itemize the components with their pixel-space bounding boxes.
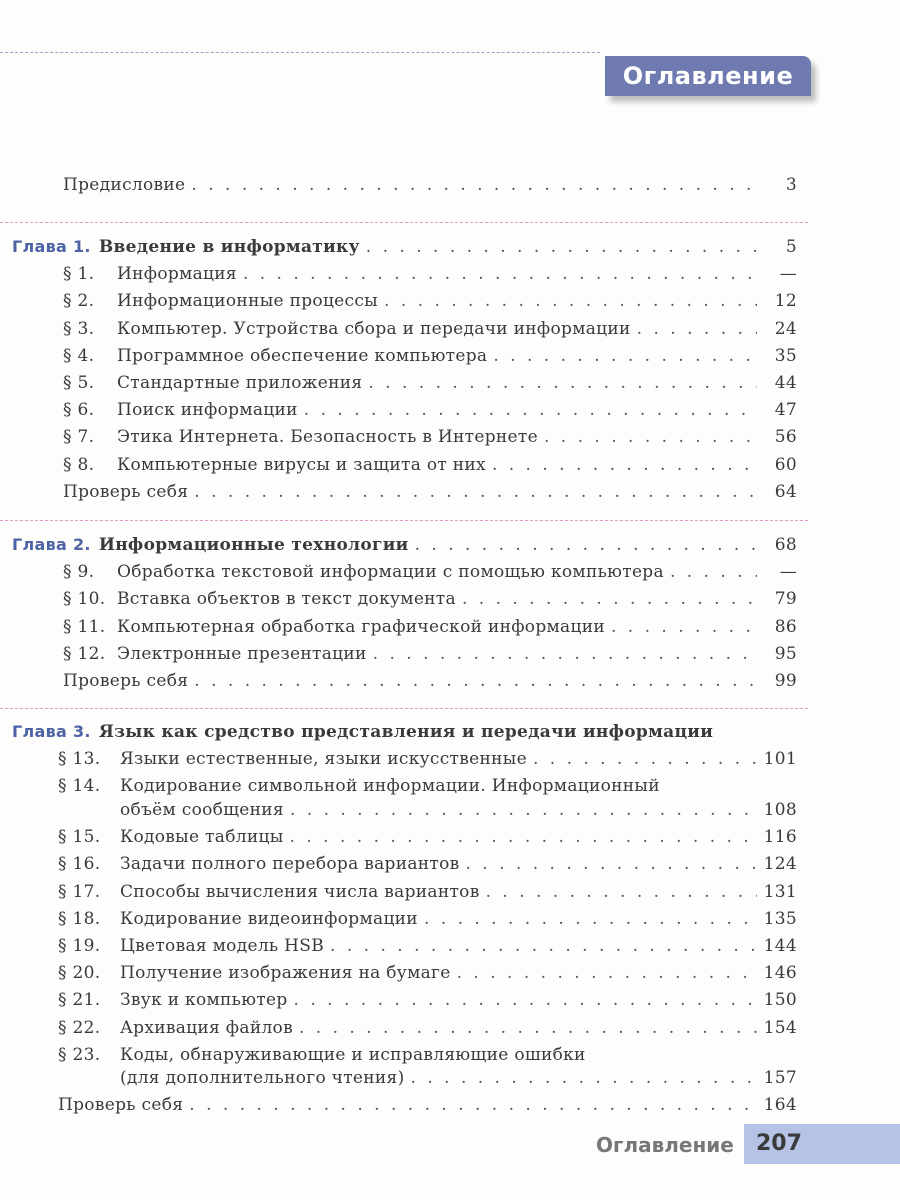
entry-title: Программное обеспечение компьютера [117,345,488,366]
section-number: § 15. [58,827,101,848]
toc-entry-section[interactable] [63,584,797,610]
page-number: 154 [763,1017,797,1038]
section-number: § 20. [58,963,101,984]
page-number: 79 [774,589,797,610]
toc-entry-section[interactable] [63,368,797,394]
page-number: 64 [774,481,797,502]
dot-leader [290,799,757,821]
section-number: § 22. [58,1017,101,1038]
section-number: § 18. [58,908,101,929]
toc-entry-chapter[interactable] [12,717,797,743]
toc-entry-preface[interactable] [63,170,797,196]
section-number: § 13. [58,749,101,770]
toc-entry-section[interactable] [63,557,797,583]
page-number: 5 [785,237,797,257]
page-number: 135 [763,908,797,929]
page-number: — [779,562,797,583]
chapter-label: Глава 1. [12,237,91,256]
page-number: 157 [763,1068,797,1089]
dot-leader [368,372,757,394]
section-number: § 21. [58,990,101,1011]
dot-leader [330,935,757,957]
entry-title: Предисловие [63,175,186,195]
entry-title: Компьютерная обработка графической информации [117,616,605,637]
toc-entry-section-continued[interactable] [58,795,797,821]
toc-entry-section[interactable] [58,822,797,848]
chapter-label: Глава 3. [12,722,91,741]
entry-title: Кодирование видеоинформации [120,908,418,929]
section-number: § 4. [63,345,95,366]
entry-title: Получение изображения на бумаге [120,963,451,984]
page-number: 164 [763,1095,797,1116]
page-number: 116 [763,827,797,848]
page-number: 146 [763,963,797,984]
dot-leader [611,616,757,638]
dot-leader [194,670,757,692]
entry-title: Поиск информации [117,400,298,421]
dot-leader [424,908,757,930]
section-number: § 17. [58,881,101,902]
page-number: 3 [785,175,797,195]
toc-entry-section[interactable] [63,639,797,665]
entry-title: Электронные презентации [117,643,367,664]
dot-leader [191,174,757,196]
page-number: 35 [774,345,797,366]
page-number: 56 [774,427,797,448]
entry-title: Информация [117,264,237,285]
section-number: § 7. [63,427,95,448]
dot-leader [486,881,757,903]
dot-leader [384,290,757,312]
entry-title: Информационные технологии [98,535,409,555]
toc-entry-section[interactable] [58,744,797,770]
section-number: § 1. [63,264,95,285]
dot-leader [637,318,757,340]
page-number: 124 [763,854,797,875]
toc-entry-section[interactable] [58,1013,797,1039]
toc-entry-section[interactable] [58,849,797,875]
toc-entry-review[interactable] [63,666,797,692]
entry-title: Способы вычисления числа вариантов [120,881,480,902]
toc-entry-section[interactable] [58,771,797,797]
page-number: 60 [774,454,797,475]
entry-title: Языки естественные, языки искусственные [120,749,527,770]
footer-page-number: 207 [756,1131,802,1156]
page-number: 108 [763,799,797,820]
entry-title: (для дополнительного чтения) [120,1068,405,1089]
entry-title: Язык как средство представления и передачи информации [98,722,714,742]
entry-title: Компьютерные вирусы и защита от них [117,454,486,475]
section-number: § 5. [63,373,95,393]
entry-title: Задачи полного перебора вариантов [120,854,460,875]
toc-entry-chapter[interactable] [12,530,797,556]
dot-leader [299,1017,757,1039]
dot-leader [466,853,758,875]
toc-entry-section[interactable] [63,612,797,638]
dot-leader [544,426,757,448]
entry-title: Проверь себя [63,671,189,691]
entry-title: Кодовые таблицы [120,827,284,848]
dot-leader [457,962,757,984]
entry-title: Коды, обнаруживающие и исправляющие ошибки [120,1044,586,1065]
page-number: 101 [763,749,797,770]
entry-title: Проверь себя [63,481,189,502]
page-number: 68 [774,535,797,555]
toc-entry-section-continued[interactable] [58,1063,797,1089]
dot-leader [462,588,757,610]
toc-entry-section[interactable] [58,985,797,1011]
entry-title: объём сообщения [120,799,284,820]
toc-entry-section[interactable] [58,904,797,930]
page-number: 24 [774,318,797,339]
page-number: — [779,264,797,285]
entry-title: Стандартные приложения [117,373,363,393]
dot-leader [189,1094,757,1116]
header-rule [0,52,600,53]
chapter-separator [0,222,808,223]
chapter-separator [0,520,808,521]
toc-entry-section[interactable] [58,958,797,984]
page-number: 150 [763,990,797,1011]
dot-leader [243,263,757,285]
dot-leader [415,534,757,556]
section-number: § 19. [58,935,101,956]
entry-title: Архивация файлов [120,1017,293,1038]
toc-entry-section[interactable] [63,422,797,448]
dot-leader [194,481,757,503]
page-number: 47 [774,400,797,421]
section-number: § 9. [63,562,95,583]
dot-leader [670,561,757,583]
page-number: 44 [774,373,797,393]
entry-title: Цветовая модель HSB [120,935,325,956]
chapter-label: Глава 2. [12,535,91,554]
toc-entry-section[interactable] [63,314,797,340]
toc-entry-section[interactable] [63,259,797,285]
page-number: 86 [774,616,797,637]
entry-title: Проверь себя [58,1095,184,1116]
entry-title: Этика Интернета. Безопасность в Интернете [117,427,538,448]
section-number: § 14. [58,776,101,797]
section-number: § 12. [63,643,106,664]
dot-leader [294,989,757,1011]
dot-leader [493,345,757,367]
section-number: § 10. [63,589,106,610]
dot-leader [411,1067,757,1089]
footer-section-label: Оглавление [596,1133,734,1157]
entry-title: Вставка объектов в текст документа [117,589,456,610]
dot-leader [373,643,757,665]
section-number: § 8. [63,454,95,475]
toc-entry-section[interactable] [63,341,797,367]
chapter-separator [0,708,808,709]
section-number: § 11. [63,616,106,637]
dot-leader [290,826,757,848]
section-number: § 23. [58,1044,101,1065]
dot-leader [304,399,757,421]
entry-title: Введение в информатику [98,237,360,257]
toc-entry-section[interactable] [63,395,797,421]
dot-leader [492,454,757,476]
toc-entry-section[interactable] [63,286,797,312]
section-title-tab: Оглавление [605,56,811,96]
toc-entry-section[interactable] [58,1040,797,1066]
entry-title: Обработка текстовой информации с помощью компьютера [117,562,664,583]
toc-entry-chapter[interactable] [12,232,797,258]
page-number: 144 [763,935,797,956]
section-number: § 3. [63,318,95,339]
entry-title: Звук и компьютер [120,990,288,1011]
dot-leader [366,236,757,258]
entry-title: Кодирование символьной информации. Информационный [120,776,660,797]
section-number: § 6. [63,400,95,421]
toc-entry-review[interactable] [63,477,797,503]
toc-entry-section[interactable] [58,877,797,903]
page-number: 99 [774,671,797,691]
section-number: § 2. [63,291,95,312]
entry-title: Информационные процессы [117,291,379,312]
entry-title: Компьютер. Устройства сбора и передачи информации [117,318,631,339]
toc-entry-review[interactable] [58,1090,797,1116]
toc-entry-section[interactable] [58,931,797,957]
dot-leader [533,748,757,770]
toc-entry-section[interactable] [63,450,797,476]
section-number: § 16. [58,854,101,875]
page-number: 131 [763,881,797,902]
page-number: 95 [774,643,797,664]
page-number: 12 [774,291,797,312]
